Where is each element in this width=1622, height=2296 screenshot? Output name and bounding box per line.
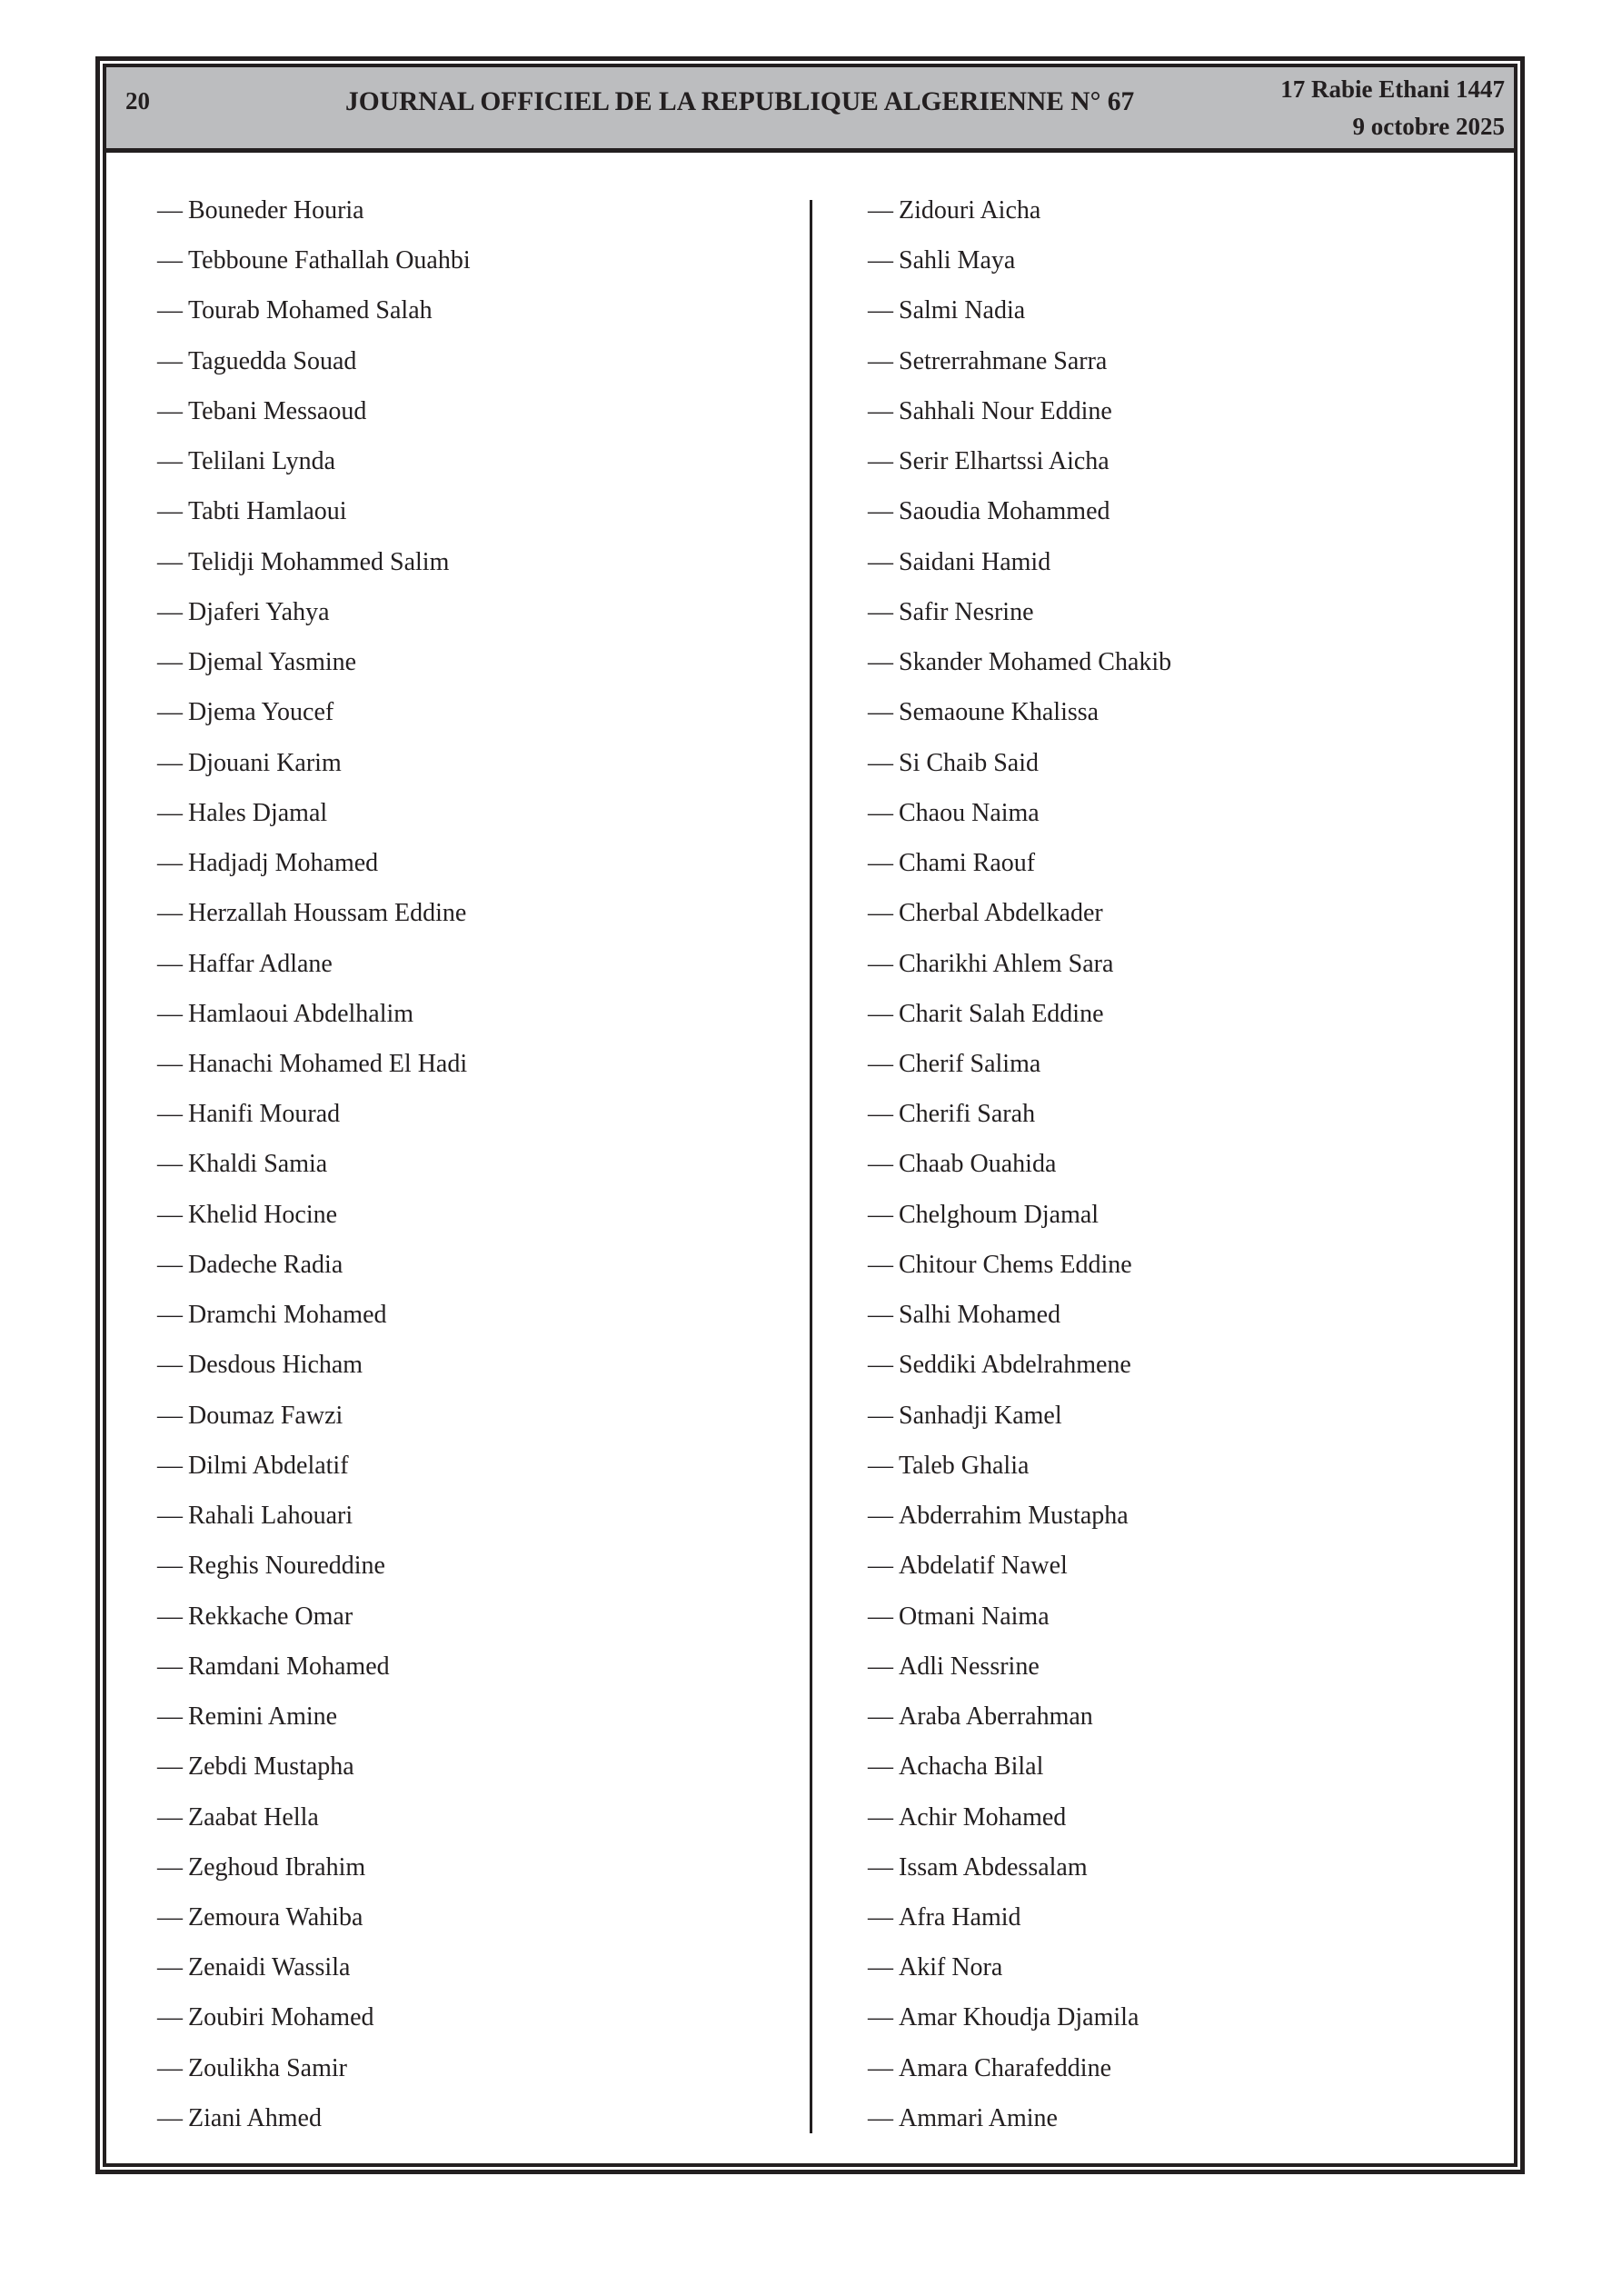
dash-bullet: — xyxy=(868,2003,893,2032)
person-name: Salmi Nadia xyxy=(899,296,1026,325)
dash-bullet: — xyxy=(157,1451,183,1480)
list-item xyxy=(868,1148,1171,1198)
person-name: Abderrahim Mustapha xyxy=(899,1502,1129,1531)
list-item xyxy=(868,294,1171,344)
list-item xyxy=(868,2002,1171,2051)
list-item xyxy=(157,1299,471,1349)
list-item xyxy=(868,1450,1171,1500)
dash-bullet: — xyxy=(868,1652,893,1681)
dash-bullet: — xyxy=(868,2053,893,2082)
person-name: Telidji Mohammed Salim xyxy=(188,547,450,576)
dash-bullet: — xyxy=(868,1802,893,1832)
person-name: Taleb Ghalia xyxy=(899,1451,1030,1480)
dash-bullet: — xyxy=(868,2103,893,2132)
list-item xyxy=(868,897,1171,947)
list-item xyxy=(157,445,471,495)
list-item xyxy=(157,696,471,746)
person-name: Herzallah Houssam Eddine xyxy=(188,899,467,928)
dash-bullet: — xyxy=(157,1652,183,1681)
person-name: Setrerrahmane Sarra xyxy=(899,346,1108,375)
dash-bullet: — xyxy=(157,698,183,727)
person-name: Tourab Mohamed Salah xyxy=(188,296,433,325)
list-item xyxy=(868,1299,1171,1349)
list-item xyxy=(868,1550,1171,1600)
list-item xyxy=(157,1450,471,1500)
column-divider xyxy=(810,200,812,2133)
person-name: Khelid Hocine xyxy=(188,1200,338,1229)
person-name: Djemal Yasmine xyxy=(188,648,357,677)
dash-bullet: — xyxy=(157,547,183,576)
list-item xyxy=(157,1048,471,1098)
dash-bullet: — xyxy=(157,648,183,677)
dash-bullet: — xyxy=(868,1902,893,1932)
dash-bullet: — xyxy=(868,1502,893,1531)
list-item xyxy=(157,294,471,344)
hijri-date: 17 Rabie Ethani 1447 xyxy=(1280,75,1505,103)
list-item xyxy=(868,1852,1171,1902)
person-name: Hales Djamal xyxy=(188,798,328,827)
person-name: Zaabat Hella xyxy=(188,1802,319,1832)
person-name: Zemoura Wahiba xyxy=(188,1902,363,1932)
person-name: Araba Aberrahman xyxy=(899,1702,1093,1732)
dash-bullet: — xyxy=(868,1250,893,1279)
person-name: Tabti Hamlaoui xyxy=(188,497,347,526)
person-name: Zebdi Mustapha xyxy=(188,1752,354,1782)
list-item xyxy=(157,1500,471,1550)
list-item xyxy=(868,1701,1171,1751)
person-name: Chami Raouf xyxy=(899,849,1036,878)
list-item xyxy=(157,2052,471,2102)
person-name: Ramdani Mohamed xyxy=(188,1652,390,1681)
person-name: Si Chaib Said xyxy=(899,748,1040,777)
dash-bullet: — xyxy=(868,296,893,325)
dash-bullet: — xyxy=(157,1401,183,1430)
person-name: Chelghoum Djamal xyxy=(899,1200,1100,1229)
person-name: Zoubiri Mohamed xyxy=(188,2003,374,2032)
list-item xyxy=(868,2102,1171,2152)
dash-bullet: — xyxy=(868,246,893,275)
dash-bullet: — xyxy=(157,1852,183,1882)
dash-bullet: — xyxy=(868,1401,893,1430)
name-list-right xyxy=(868,195,1171,2152)
list-item xyxy=(157,2002,471,2051)
person-name: Desdous Hicham xyxy=(188,1351,363,1380)
dash-bullet: — xyxy=(157,1049,183,1078)
dash-bullet: — xyxy=(868,1049,893,1078)
dash-bullet: — xyxy=(157,1100,183,1129)
list-item xyxy=(868,948,1171,998)
dash-bullet: — xyxy=(157,1552,183,1581)
dash-bullet: — xyxy=(868,1100,893,1129)
list-item xyxy=(157,195,471,245)
list-item xyxy=(868,1651,1171,1701)
dash-bullet: — xyxy=(868,798,893,827)
person-name: Seddiki Abdelrahmene xyxy=(899,1351,1131,1380)
list-item xyxy=(868,797,1171,847)
dash-bullet: — xyxy=(868,1200,893,1229)
dash-bullet: — xyxy=(868,497,893,526)
dash-bullet: — xyxy=(868,447,893,476)
dash-bullet: — xyxy=(868,597,893,626)
list-item xyxy=(157,1902,471,1952)
person-name: Achacha Bilal xyxy=(899,1752,1044,1782)
list-item xyxy=(868,1601,1171,1651)
person-name: Afra Hamid xyxy=(899,1902,1021,1932)
dash-bullet: — xyxy=(157,597,183,626)
list-item xyxy=(868,1952,1171,2002)
person-name: Taguedda Souad xyxy=(188,346,357,375)
person-name: Amara Charafeddine xyxy=(899,2053,1111,2082)
person-name: Saoudia Mohammed xyxy=(899,497,1110,526)
list-item xyxy=(868,1400,1171,1450)
dash-bullet: — xyxy=(157,1802,183,1832)
person-name: Adli Nessrine xyxy=(899,1652,1040,1681)
dash-bullet: — xyxy=(157,497,183,526)
dash-bullet: — xyxy=(868,899,893,928)
dash-bullet: — xyxy=(868,1451,893,1480)
person-name: Rahali Lahouari xyxy=(188,1502,353,1531)
person-name: Djouani Karim xyxy=(188,748,342,777)
dash-bullet: — xyxy=(868,1752,893,1782)
person-name: Sahli Maya xyxy=(899,246,1016,275)
person-name: Telilani Lynda xyxy=(188,447,336,476)
dash-bullet: — xyxy=(868,698,893,727)
page-number: 20 xyxy=(125,87,150,115)
list-item xyxy=(157,1701,471,1751)
person-name: Zidouri Aicha xyxy=(899,196,1041,225)
person-name: Doumaz Fawzi xyxy=(188,1401,343,1430)
person-name: Reghis Noureddine xyxy=(188,1552,385,1581)
list-item xyxy=(157,1651,471,1701)
journal-title: JOURNAL OFFICIEL DE LA REPUBLIQUE ALGERIENNE N° 67 xyxy=(345,87,1135,116)
list-item xyxy=(157,797,471,847)
person-name: Tebboune Fathallah Ouahbi xyxy=(188,246,471,275)
dash-bullet: — xyxy=(157,447,183,476)
dash-bullet: — xyxy=(157,1902,183,1932)
dash-bullet: — xyxy=(157,1953,183,1982)
dash-bullet: — xyxy=(157,1502,183,1531)
list-item xyxy=(157,546,471,596)
list-item xyxy=(868,495,1171,545)
person-name: Dramchi Mohamed xyxy=(188,1301,387,1330)
dash-bullet: — xyxy=(868,396,893,425)
person-name: Djaferi Yahya xyxy=(188,597,330,626)
dash-bullet: — xyxy=(157,1602,183,1631)
dash-bullet: — xyxy=(157,2003,183,2032)
dash-bullet: — xyxy=(868,999,893,1028)
person-name: Salhi Mohamed xyxy=(899,1301,1061,1330)
list-item xyxy=(868,445,1171,495)
list-item xyxy=(868,1500,1171,1550)
list-item xyxy=(868,1048,1171,1098)
person-name: Bouneder Houria xyxy=(188,196,364,225)
list-item xyxy=(868,1098,1171,1148)
dash-bullet: — xyxy=(868,849,893,878)
person-name: Sahhali Nour Eddine xyxy=(899,396,1112,425)
dash-bullet: — xyxy=(157,1200,183,1229)
list-item xyxy=(868,596,1171,646)
dash-bullet: — xyxy=(157,396,183,425)
list-item xyxy=(157,1952,471,2002)
list-item xyxy=(157,897,471,947)
list-item xyxy=(157,2102,471,2152)
person-name: Chitour Chems Eddine xyxy=(899,1250,1132,1279)
list-item xyxy=(157,1199,471,1249)
list-item xyxy=(157,847,471,897)
list-item xyxy=(157,596,471,646)
person-name: Khaldi Samia xyxy=(188,1150,328,1179)
person-name: Zenaidi Wassila xyxy=(188,1953,351,1982)
person-name: Amar Khoudja Djamila xyxy=(899,2003,1139,2032)
list-item xyxy=(157,1751,471,1801)
person-name: Abdelatif Nawel xyxy=(899,1552,1068,1581)
dash-bullet: — xyxy=(868,1301,893,1330)
list-item xyxy=(868,345,1171,395)
list-item xyxy=(868,646,1171,696)
dash-bullet: — xyxy=(868,346,893,375)
person-name: Dilmi Abdelatif xyxy=(188,1451,349,1480)
list-item xyxy=(157,948,471,998)
person-name: Issam Abdessalam xyxy=(899,1852,1088,1882)
list-item xyxy=(868,1249,1171,1299)
list-item xyxy=(868,1902,1171,1952)
issue-date xyxy=(1280,71,1505,145)
person-name: Serir Elhartssi Aicha xyxy=(899,447,1110,476)
list-item xyxy=(868,195,1171,245)
dash-bullet: — xyxy=(157,1752,183,1782)
list-item xyxy=(157,1349,471,1399)
person-name: Chaou Naima xyxy=(899,798,1040,827)
person-name: Haffar Adlane xyxy=(188,949,333,978)
list-item xyxy=(868,395,1171,445)
dash-bullet: — xyxy=(157,798,183,827)
list-item xyxy=(868,696,1171,746)
person-name: Charit Salah Eddine xyxy=(899,999,1104,1028)
dash-bullet: — xyxy=(868,1602,893,1631)
dash-bullet: — xyxy=(157,849,183,878)
list-item xyxy=(868,847,1171,897)
dash-bullet: — xyxy=(157,1250,183,1279)
person-name: Rekkache Omar xyxy=(188,1602,353,1631)
dash-bullet: — xyxy=(157,2103,183,2132)
person-name: Otmani Naima xyxy=(899,1602,1050,1631)
list-item xyxy=(157,345,471,395)
dash-bullet: — xyxy=(157,2053,183,2082)
list-item xyxy=(868,998,1171,1048)
list-item xyxy=(157,1400,471,1450)
dash-bullet: — xyxy=(868,1150,893,1179)
dash-bullet: — xyxy=(157,1150,183,1179)
person-name: Hanifi Mourad xyxy=(188,1100,341,1129)
person-name: Safir Nesrine xyxy=(899,597,1034,626)
person-name: Hamlaoui Abdelhalim xyxy=(188,999,414,1028)
list-item xyxy=(157,1249,471,1299)
person-name: Cherif Salima xyxy=(899,1049,1041,1078)
name-list-left xyxy=(157,195,471,2152)
person-name: Sanhadji Kamel xyxy=(899,1401,1062,1430)
dash-bullet: — xyxy=(868,1552,893,1581)
dash-bullet: — xyxy=(157,949,183,978)
person-name: Cherifi Sarah xyxy=(899,1100,1036,1129)
person-name: Zoulikha Samir xyxy=(188,2053,347,2082)
list-item xyxy=(868,546,1171,596)
person-name: Remini Amine xyxy=(188,1702,338,1732)
person-name: Hadjadj Mohamed xyxy=(188,849,379,878)
person-name: Charikhi Ahlem Sara xyxy=(899,949,1114,978)
person-name: Skander Mohamed Chakib xyxy=(899,648,1172,677)
person-name: Zeghoud Ibrahim xyxy=(188,1852,366,1882)
dash-bullet: — xyxy=(157,246,183,275)
person-name: Saidani Hamid xyxy=(899,547,1051,576)
dash-bullet: — xyxy=(868,1702,893,1732)
list-item xyxy=(868,245,1171,294)
list-item xyxy=(157,646,471,696)
list-item xyxy=(157,395,471,445)
person-name: Achir Mohamed xyxy=(899,1802,1067,1832)
person-name: Cherbal Abdelkader xyxy=(899,899,1103,928)
list-item xyxy=(157,1550,471,1600)
person-name: Ziani Ahmed xyxy=(188,2103,322,2132)
dash-bullet: — xyxy=(868,949,893,978)
person-name: Akif Nora xyxy=(899,1953,1003,1982)
list-item xyxy=(157,1098,471,1148)
dash-bullet: — xyxy=(868,648,893,677)
person-name: Tebani Messaoud xyxy=(188,396,367,425)
person-name: Ammari Amine xyxy=(899,2103,1058,2132)
dash-bullet: — xyxy=(157,999,183,1028)
list-item xyxy=(157,1802,471,1852)
list-item xyxy=(157,1601,471,1651)
list-item xyxy=(868,1199,1171,1249)
dash-bullet: — xyxy=(868,196,893,225)
dash-bullet: — xyxy=(157,346,183,375)
dash-bullet: — xyxy=(868,1852,893,1882)
list-item xyxy=(157,495,471,545)
person-name: Chaab Ouahida xyxy=(899,1150,1057,1179)
list-item xyxy=(868,1751,1171,1801)
list-item xyxy=(868,1802,1171,1852)
dash-bullet: — xyxy=(157,1351,183,1380)
person-name: Dadeche Radia xyxy=(188,1250,343,1279)
dash-bullet: — xyxy=(157,1301,183,1330)
list-item xyxy=(868,1349,1171,1399)
list-item xyxy=(868,747,1171,797)
list-item xyxy=(157,998,471,1048)
dash-bullet: — xyxy=(157,899,183,928)
dash-bullet: — xyxy=(157,196,183,225)
person-name: Semaoune Khalissa xyxy=(899,698,1100,727)
dash-bullet: — xyxy=(868,547,893,576)
gregorian-date: 9 octobre 2025 xyxy=(1352,113,1505,140)
list-item xyxy=(157,1148,471,1198)
dash-bullet: — xyxy=(868,1351,893,1380)
list-item xyxy=(868,2052,1171,2102)
dash-bullet: — xyxy=(157,748,183,777)
person-name: Djema Youcef xyxy=(188,698,334,727)
person-name: Hanachi Mohamed El Hadi xyxy=(188,1049,468,1078)
list-item xyxy=(157,245,471,294)
dash-bullet: — xyxy=(157,296,183,325)
list-item xyxy=(157,1852,471,1902)
list-item xyxy=(157,747,471,797)
dash-bullet: — xyxy=(157,1702,183,1732)
dash-bullet: — xyxy=(868,748,893,777)
dash-bullet: — xyxy=(868,1953,893,1982)
